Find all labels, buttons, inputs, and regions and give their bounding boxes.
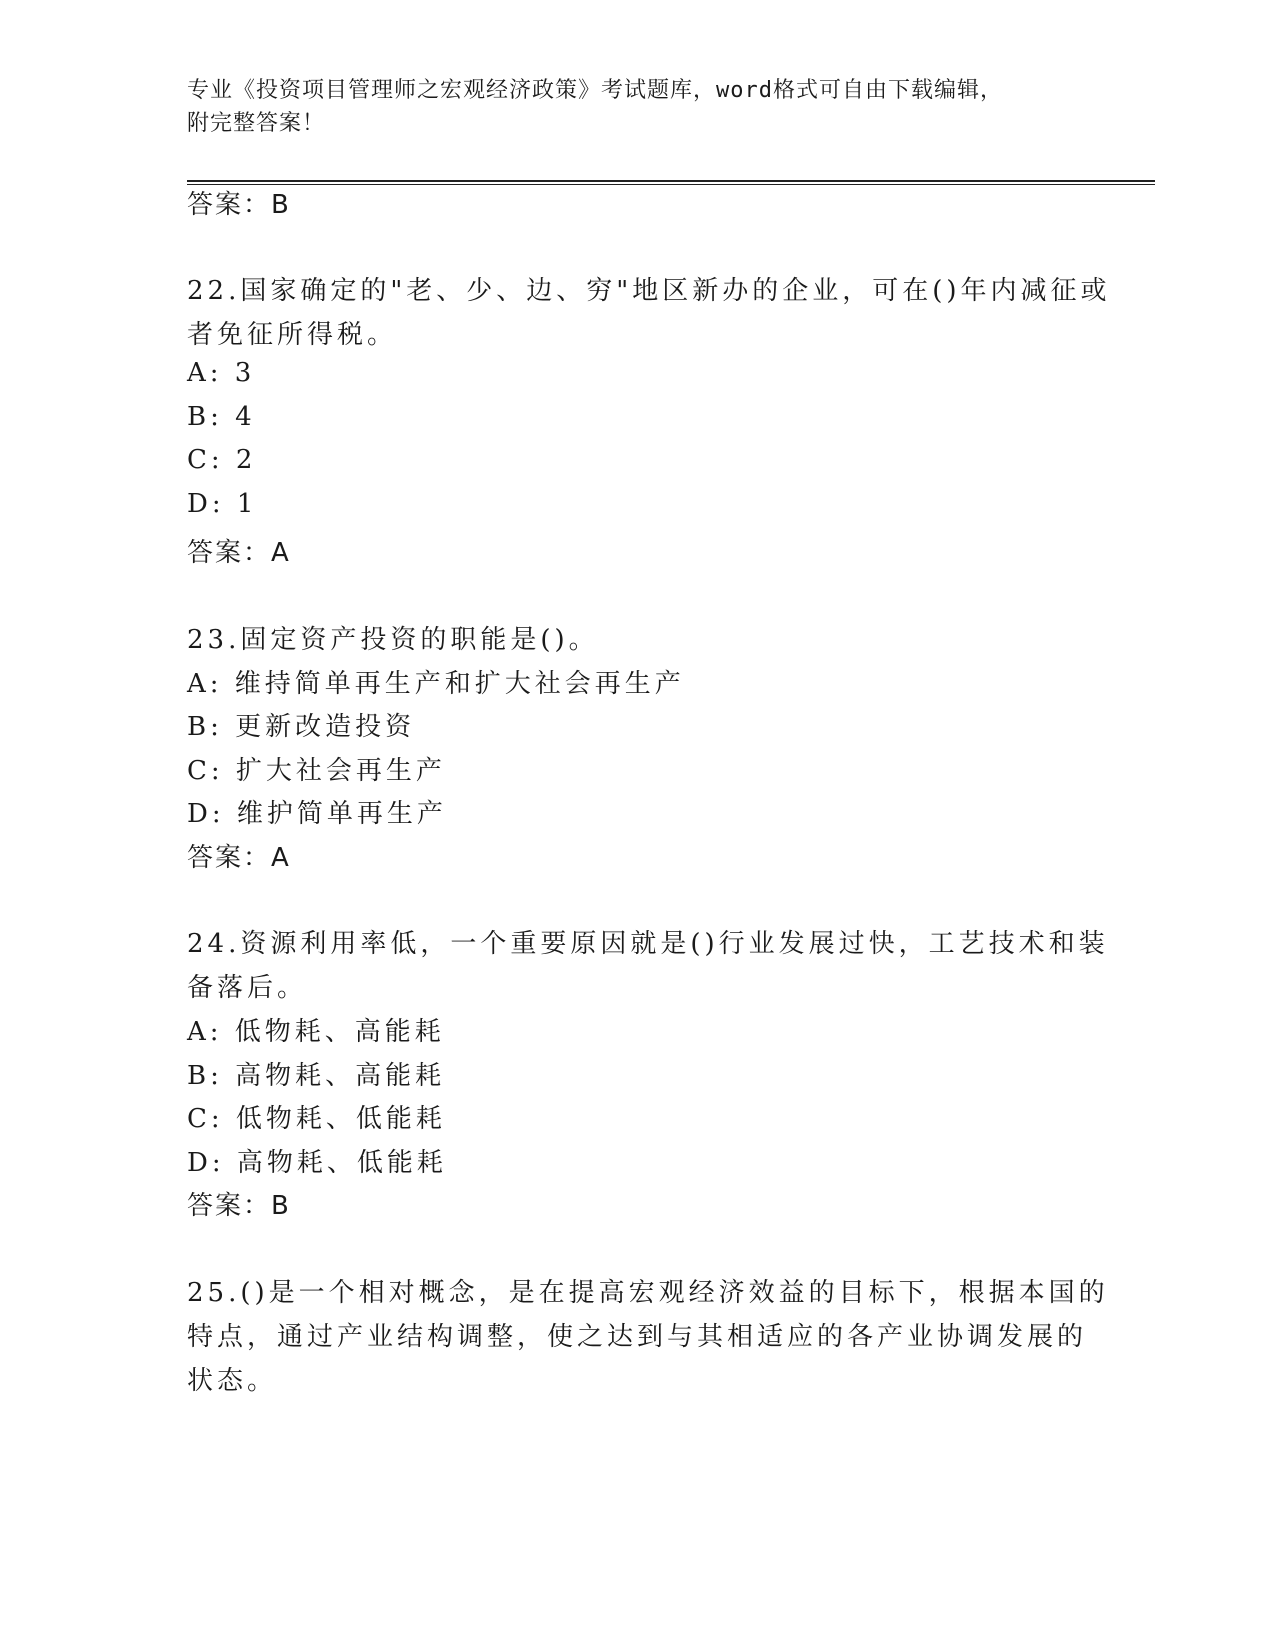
question-24-text-line-2: 备落后。 [187,973,308,1003]
question-22-text-line-1: 22.国家确定的"老、少、边、穷"地区新办的企业，可在()年内减征或 [187,276,1111,306]
question-24-option-c: C: 低物耗、低能耗 [187,1104,446,1134]
question-22-text-line-2: 者免征所得税。 [187,320,398,350]
question-25-text-line-1: 25.()是一个相对概念，是在提高宏观经济效益的目标下，根据本国的 [187,1278,1109,1308]
question-22-option-c: C: 2 [187,445,257,475]
question-24-answer: 答案：B [187,1191,291,1221]
header-divider [187,180,1155,182]
question-23-option-a: A: 维持简单再生产和扩大社会再生产 [187,669,685,699]
question-25-text-line-3: 状态。 [187,1366,278,1396]
question-23-answer: 答案：A [187,843,291,873]
document-header [187,74,1067,140]
question-24-text-line-1: 24.资源利用率低，一个重要原因就是()行业发展过快，工艺技术和装 [187,929,1109,959]
header-line-2: 附完整答案！ [187,111,326,136]
question-22-option-a: A: 3 [187,358,256,388]
previous-answer: 答案：B [187,190,291,220]
question-22-answer: 答案：A [187,538,291,568]
question-25-text-line-2: 特点，通过产业结构调整，使之达到与其相适应的各产业协调发展的 [187,1322,1088,1352]
header-line-1: 专业《投资项目管理师之宏观经济政策》考试题库，word格式可自由下载编辑， [187,78,1003,103]
header-divider-thin [187,184,1155,185]
question-24-option-a: A: 低物耗、高能耗 [187,1017,445,1047]
question-24-option-b: B: 高物耗、高能耗 [187,1061,446,1091]
question-22-option-b: B: 4 [187,402,256,432]
question-23-option-d: D: 维护简单再生产 [187,799,447,829]
question-23-option-b: B: 更新改造投资 [187,712,416,742]
question-23-option-c: C: 扩大社会再生产 [187,756,446,786]
question-24-option-d: D: 高物耗、低能耗 [187,1148,447,1178]
question-22-option-d: D: 1 [187,489,258,519]
question-23-text-line-1: 23.固定资产投资的职能是()。 [187,625,599,655]
